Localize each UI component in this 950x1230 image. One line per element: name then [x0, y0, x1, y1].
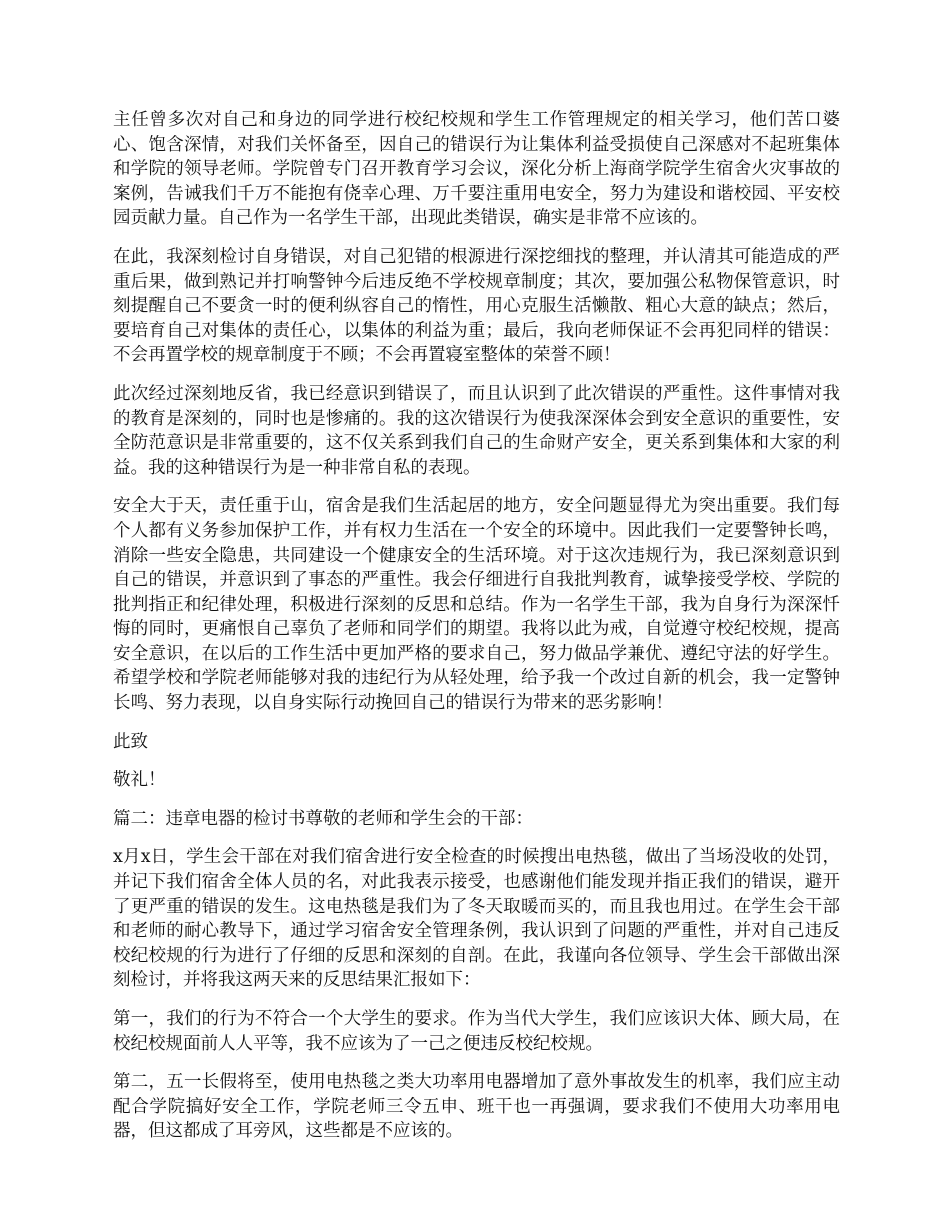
paragraph-2: 在此，我深刻检讨自身错误，对自己犯错的根源进行深挖细找的整理，并认清其可能造成的严重后果，做到熟记并打响警钟今后违反绝不学校规章制度；其次，要加强公私物保管意识，时刻提醒自己不要贪一时的便利纵容自己的惰性，用心克服生活懒散、粗心大意的缺点；然后，要培育自己对集体的责任心，以集体的利益为重；最后，我向老师保证不会再犯同样的错误：不会再置学校的规章制度于不顾；不会再置寝室整体的荣誉不顾！ [113, 246, 840, 366]
paragraph-4: 安全大于天，责任重于山，宿舍是我们生活起居的地方，安全问题显得尤为突出重要。我们每个人都有义务参加保护工作，并有权力生活在一个安全的环境中。因此我们一定要警钟长鸣，消除一些安全隐患，共同建设一个健康安全的生活环境。对于这次违规行为，我已深刻意识到自己的错误，并意识到了事态的严重性。我会仔细进行自我批判教育，诚挚接受学校、学院的批判指正和纪律处理，积极进行深刻的反思和总结。作为一名学生干部，我为自身行为深深忏悔的同时，更痛恨自己辜负了老师和同学们的期望。我将以此为戒，自觉遵守校纪校规，提高安全意识，在以后的工作生活中更加严格的要求自己，努力做品学兼优、遵纪守法的好学生。希望学校和学院老师能够对我的违纪行为从轻处理，给予我一个改过自新的机会，我一定警钟长鸣、努力表现，以自身实际行动挽回自己的错误行为带来的恶劣影响！ [113, 496, 840, 714]
paragraph-8: x月x日，学生会干部在对我们宿舍进行安全检查的时候搜出电热毯，做出了当场没收的处罚，并记下我们宿舍全体人员的名，对此我表示接受，也感谢他们能发现并指正我们的错误，避开了更严重的错误的发生。这电热毯是我们为了冬天取暖而买的，而且我也用过。在学生会干部和老师的耐心教导下，通过学习宿舍安全管理条例，我认识到了问题的严重性，并对自己违反校纪校规的行为进行了仔细的反思和深刻的自剖。在此，我谨向各位领导、学生会干部做出深刻检讨，并将我这两天来的反思结果汇报如下： [113, 847, 840, 991]
section-two-heading: 篇二：违章电器的检讨书尊敬的老师和学生会的干部： [113, 808, 533, 829]
paragraph-9: 第一，我们的行为不符合一个大学生的要求。作为当代大学生，我们应该识大体、顾大局，在校纪校规面前人人平等，我不应该为了一己之便违反校纪校规。 [113, 1009, 840, 1054]
paragraph-10: 第二，五一长假将至，使用电热毯之类大功率用电器增加了意外事故发生的机率，我们应主动配合学院搞好安全工作，学院老师三令五申、班干也一再强调，要求我们不使用大功率用电器，但这都成了耳旁风，这些都是不应该的。 [113, 1072, 840, 1142]
closing-salutation: 此致 [113, 731, 148, 752]
paragraph-1: 主任曾多次对自己和身边的同学进行校纪校规和学生工作管理规定的相关学习，他们苦口婆心、饱含深情，对我们关怀备至，因自己的错误行为让集体利益受损使自己深感对不起班集体和学院的领导老师。学院曾专门召开教育学习会议，深化分析上海商学院学生宿舍火灾事故的案例，告诫我们千万不能抱有侥幸心理、万千要注重用电安全，努力为建设和谐校园、平安校园贡献力量。自己作为一名学生干部，出现此类错误，确实是非常不应该的。 [113, 110, 840, 229]
paragraph-3: 此次经过深刻地反省，我已经意识到错误了，而且认识到了此次错误的严重性。这件事情对我的教育是深刻的，同时也是惨痛的。我的这次错误行为使我深深体会到安全意识的重要性，安全防范意识是非常重要的，这不仅关系到我们自己的生命财产安全，更关系到集体和大家的利益。我的这种错误行为是一种非常自私的表现。 [113, 383, 840, 478]
document-body [113, 108, 840, 1158]
closing-regards: 敬礼！ [113, 770, 166, 791]
